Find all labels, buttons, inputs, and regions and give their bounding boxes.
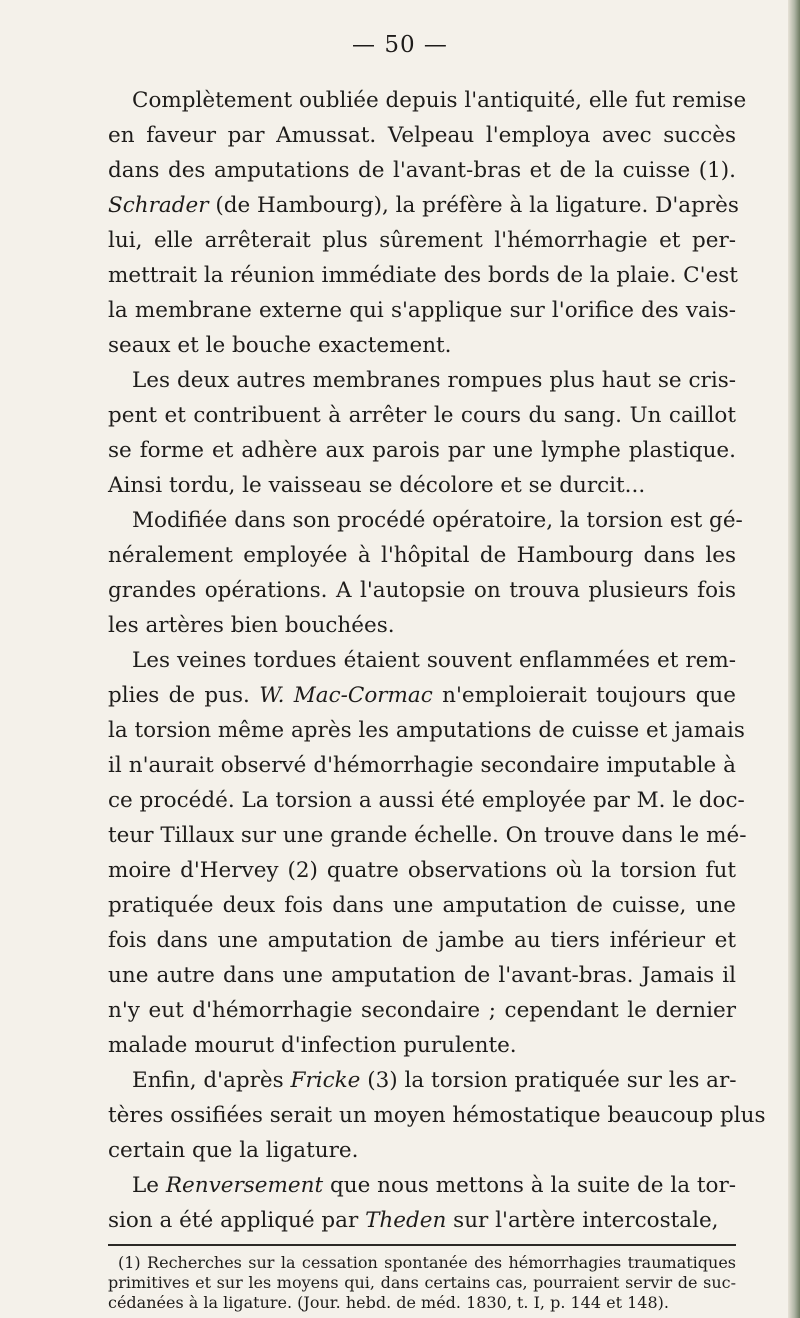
text-line: ce procédé. La torsion a aussi été employée par M. le doc- bbox=[108, 788, 745, 813]
text-line: Complètement oubliée depuis l'antiquité, elle fut remise bbox=[132, 88, 747, 113]
text-line: Ainsi tordu, le vaisseau se décolore et se durcit... bbox=[108, 473, 646, 498]
text-line: mettrait la réunion immédiate des bords de la plaie. C'est bbox=[108, 263, 738, 288]
text-line: malade mourut d'infection purulente. bbox=[108, 1033, 517, 1058]
text-line: se forme et adhère aux parois par une lymphe plastique. bbox=[108, 438, 736, 463]
text-line: Enfin, d'après Fricke (3) la torsion pratiquée sur les ar- bbox=[132, 1068, 737, 1093]
text-line: moire d'Hervey (2) quatre observations où la torsion fut bbox=[108, 858, 736, 883]
text-line: plies de pus. W. Mac-Cormac n'emploierait toujours que bbox=[108, 683, 736, 708]
text-line: une autre dans une amputation de l'avant-bras. Jamais il bbox=[108, 963, 736, 988]
text-line: teur Tillaux sur une grande échelle. On trouve dans le mé- bbox=[108, 823, 747, 848]
author-name: Fricke bbox=[290, 1068, 361, 1093]
text-line: Les deux autres membranes rompues plus haut se cris- bbox=[132, 368, 736, 393]
text-line: les artères bien bouchées. bbox=[108, 613, 395, 638]
text-line: la membrane externe qui s'applique sur l'orifice des vais- bbox=[108, 298, 736, 323]
footnote-line: (1) Recherches sur la cessation spontanée des hémorrhagies traumatiques bbox=[118, 1253, 736, 1272]
text-line: lui, elle arrêterait plus sûrement l'hémorrhagie et per- bbox=[108, 228, 736, 253]
footnote-line: primitives et sur les moyens qui, dans certains cas, pourraient servir de suc- bbox=[108, 1273, 736, 1292]
author-name: W. Mac-Cormac bbox=[259, 683, 433, 708]
text-line: tères ossifiées serait un moyen hémostatique beaucoup plus bbox=[108, 1103, 766, 1128]
term: Renversement bbox=[165, 1173, 324, 1198]
text-line: il n'aurait observé d'hémorrhagie secondaire imputable à bbox=[108, 753, 736, 778]
text-line: Schrader (de Hambourg), la préfère à la ligature. D'après bbox=[108, 193, 739, 218]
text-line: Les veines tordues étaient souvent enflammées et rem- bbox=[132, 648, 736, 673]
author-name: Schrader bbox=[108, 193, 209, 218]
text-line: n'y eut d'hémorrhagie secondaire ; cependant le dernier bbox=[108, 998, 736, 1023]
text-line: Le Renversement que nous mettons à la suite de la tor- bbox=[132, 1173, 736, 1198]
text-line: la torsion même après les amputations de cuisse et jamais bbox=[108, 718, 745, 743]
text-line: dans des amputations de l'avant-bras et de la cuisse (1). bbox=[108, 158, 736, 183]
text-line: pent et contribuent à arrêter le cours du sang. Un caillot bbox=[108, 403, 736, 428]
text-line: grandes opérations. A l'autopsie on trouva plusieurs fois bbox=[108, 578, 736, 603]
text-line: fois dans une amputation de jambe au tiers inférieur et bbox=[108, 928, 736, 953]
author-name: Theden bbox=[365, 1208, 447, 1233]
page-number: — 50 — bbox=[352, 32, 448, 58]
text-line: Modifiée dans son procédé opératoire, la torsion est gé- bbox=[132, 508, 743, 533]
text-line: néralement employée à l'hôpital de Hambourg dans les bbox=[108, 543, 736, 568]
text-line: en faveur par Amussat. Velpeau l'employa avec succès bbox=[108, 123, 736, 148]
text-line: certain que la ligature. bbox=[108, 1138, 359, 1163]
text-line: seaux et le bouche exactement. bbox=[108, 333, 452, 358]
footnote-line: cédanées à la ligature. (Jour. hebd. de méd. 1830, t. I, p. 144 et 148). bbox=[108, 1293, 669, 1312]
text-line: sion a été appliqué par Theden sur l'artère intercostale, bbox=[108, 1208, 719, 1233]
text-line: pratiquée deux fois dans une amputation de cuisse, une bbox=[108, 893, 736, 918]
